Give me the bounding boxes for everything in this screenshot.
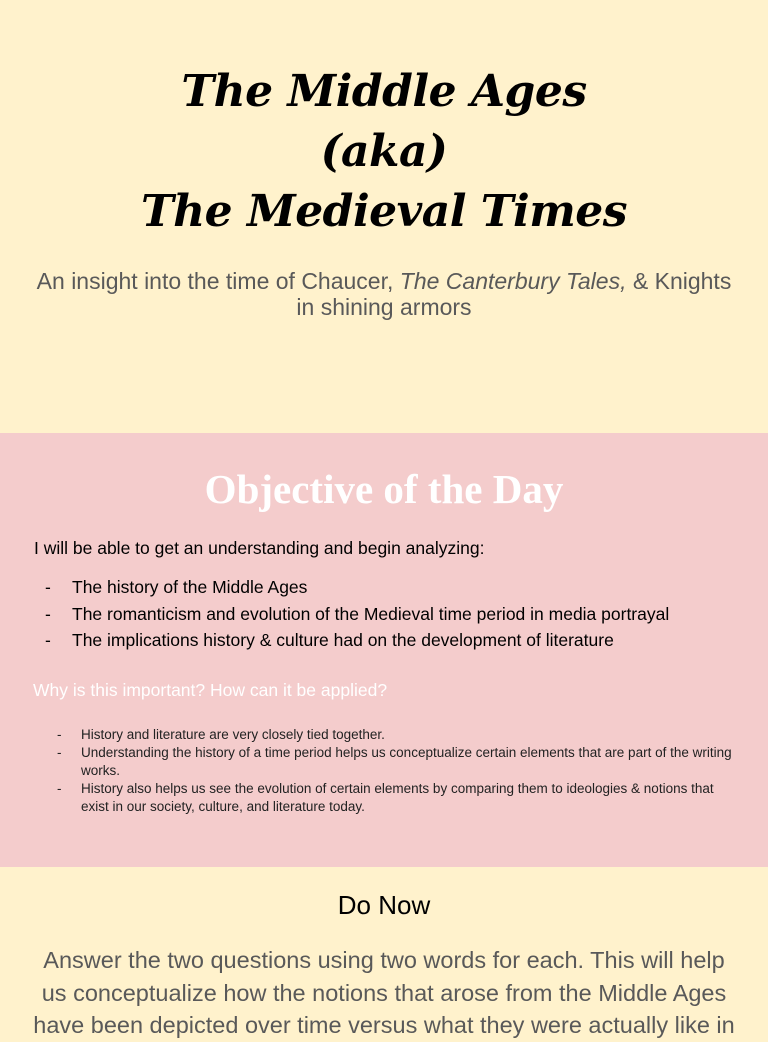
subtitle-text: An insight into the time of Chaucer, [36,268,400,294]
objective-bullet-list [0,576,768,656]
point-text: History and literature are very closely tied together. [81,727,385,742]
importance-point [0,744,768,780]
point-dash: - [57,781,62,796]
do-now-slide [0,867,768,1038]
title-line-2: (aka) [320,126,448,177]
objective-intro: I will be able to get an understanding and begin analyzing: [34,538,485,558]
subtitle-text-end: & Knights in shining armors [296,268,732,320]
title-line-3: The Medieval Times [140,186,628,237]
bullet-text: The history of the Middle Ages [72,577,308,597]
title-slide [0,0,768,433]
subtitle-book-title: The Canterbury Tales, [399,268,627,294]
bullet-dash: - [45,577,51,597]
objective-bullet [0,576,768,603]
bullet-text: The romanticism and evolution of the Medieval time period in media portrayal [72,603,670,624]
bullet-text: The implications history & culture had on the development of literature [72,630,614,650]
slide-subtitle [30,268,738,320]
point-dash: - [57,727,62,742]
importance-point [0,726,768,744]
objective-title: Objective of the Day [204,466,564,512]
importance-question: Why is this important? How can it be applied? [33,680,388,700]
importance-point-list [0,726,768,816]
point-dash: - [57,745,62,760]
title-line-1: The Middle Ages [181,66,587,117]
objective-bullet [0,629,768,656]
objective-bullet [0,603,768,630]
point-text: History also helps us see the evolution of certain elements by comparing them to ideologies & notions that exist in our society, culture, and literature today. [81,781,714,814]
objective-slide [0,433,768,867]
bullet-dash: - [45,630,51,650]
bullet-dash: - [45,603,51,624]
importance-point [0,780,768,816]
do-now-instructions: Answer the two questions using two words for each. This will help us conceptualize how the notions that arose from the Middle Ages have been depicted over time versus what they were actually like in [33,947,735,1038]
do-now-title: Do Now [337,890,431,920]
point-text: Understanding the history of a time period helps us conceptualize certain elements that are part of the writing works. [81,745,732,778]
